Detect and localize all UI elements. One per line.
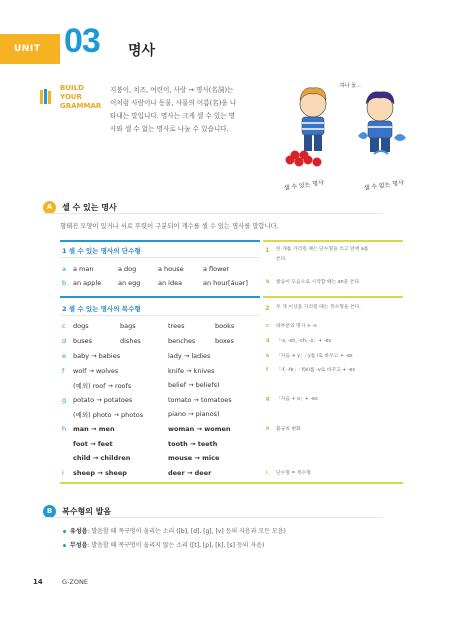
note-key: c: [266, 324, 269, 329]
cartoon-illustration: [278, 78, 418, 198]
row-letter: a: [62, 265, 66, 273]
word: (예외) roof → roofs: [73, 382, 132, 390]
note: 「자음 + o」+ -es: [276, 397, 318, 402]
word: wolf → wolves: [73, 367, 119, 375]
word: potato → potatoes: [73, 396, 133, 404]
word: a dog: [118, 265, 137, 273]
brand-name: G-ZONE: [62, 578, 88, 586]
note: 대부분의 명사 + -s: [276, 324, 317, 329]
word: child → children: [73, 454, 131, 462]
box2-note-number: 2: [265, 304, 270, 312]
note: 단수형 = 복수형: [276, 471, 311, 476]
intro-paragraph: 지붕이, 치즈, 여린이, 사랑 → 명사(名詞)는 이처럼 사람이나 동물, 사물의 이름(名)을 나 타내는 말입니다. 명사는 크게 셀 수 있는 명 사와 셀 수 없는 명사로 나눌 수 있습니다.: [110, 86, 237, 133]
unit-label: UNIT: [14, 44, 41, 54]
word: belief → beliefs): [168, 381, 220, 389]
word: deer → deer: [168, 469, 212, 477]
section-a-divider: [43, 213, 383, 214]
section-b-title: 복수형의 발음: [62, 507, 112, 516]
word: a man: [73, 265, 94, 273]
note: 「자음 + y」: y를 i로 바꾸고 + -es: [276, 354, 353, 359]
word: benches: [168, 337, 196, 345]
box2-note-head: 두 개 이상을 가리킬 때는 복수형을 쓴다.: [276, 305, 361, 310]
box2-title-divider: [60, 315, 260, 316]
box1-note-number: 1: [265, 246, 270, 254]
note-key: g: [266, 397, 270, 402]
box2-title: 2 셀 수 있는 명사의 복수형: [62, 305, 141, 313]
word: woman → women: [168, 425, 231, 433]
word: tooth → teeth: [168, 440, 218, 448]
note: 불규칙 변화: [276, 427, 301, 432]
note-key: h: [266, 427, 270, 432]
word: dogs: [73, 322, 89, 330]
row-letter: d: [62, 337, 67, 345]
section-b-divider: [43, 517, 383, 518]
note-key: b: [266, 280, 270, 285]
bullet-dot: [63, 544, 66, 547]
word: boxes: [215, 337, 234, 345]
row-letter: h: [62, 425, 67, 433]
word: man → men: [73, 425, 115, 433]
book-icon: [39, 88, 53, 106]
note-key: f: [266, 368, 269, 373]
section-b-badge: B: [43, 505, 56, 518]
word: buses: [73, 337, 93, 345]
word: piano → pianos): [168, 410, 220, 418]
word: an idea: [158, 279, 183, 287]
bullet-voiced: 유성음: 발음할 때 목구멍이 울리는 소리 ([b], [d], [g], [v] 등의 자음과 모든 모음): [70, 528, 286, 535]
box1-title: 1 셀 수 있는 명사의 단수형: [62, 247, 141, 255]
word: (예외) photo → photos: [73, 411, 144, 419]
box1-note-rule: [263, 240, 403, 242]
note-key: d: [266, 339, 270, 344]
word: an hour[áuər]: [203, 279, 248, 287]
box1-title-divider: [60, 257, 260, 258]
box2-bottom-rule: [60, 482, 403, 484]
note: 한 개를 가리킬 때는 단수형을 쓰고 앞에 a를: [276, 247, 369, 252]
note: 발음이 모음으로 시작할 때는 an을 쓴다.: [276, 280, 361, 285]
note-key: i: [266, 471, 268, 476]
page-number: 14: [33, 578, 43, 586]
row-letter: e: [62, 352, 66, 360]
bullet-dot: [63, 530, 66, 533]
row-letter: f: [62, 367, 65, 375]
box2-note-rule: [263, 296, 403, 298]
unit-title: 명사: [128, 43, 156, 59]
box1-rule: [60, 240, 260, 242]
unit-number: 03: [64, 22, 100, 60]
row-letter: g: [62, 396, 67, 404]
word: dishes: [120, 337, 141, 345]
word: lady → ladies: [168, 352, 211, 360]
word: a flower: [203, 265, 230, 273]
word: mouse → mice: [168, 454, 220, 462]
section-a-description: 형태진 모양이 있거나 서로 뚜렷이 구분되어 개수를 셀 수 있는 명사를 말합니다.: [60, 223, 279, 230]
svg-text:하나 둘...: 하나 둘...: [340, 83, 361, 89]
word: bags: [120, 322, 136, 330]
word: trees: [168, 322, 185, 330]
svg-text:셀 수 없는 명사: 셀 수 없는 명사: [363, 179, 405, 192]
row-letter: b: [62, 279, 67, 287]
note-key: e: [266, 354, 270, 359]
word: tomato → tomatoes: [168, 396, 232, 404]
svg-text:셀 수 있는 명사: 셀 수 있는 명사: [283, 179, 325, 192]
row-letter: i: [62, 469, 64, 477]
note: 쓴다.: [276, 257, 287, 262]
note: 「-f, -fe」: f(e)를 -v로 바꾸고 + -es: [276, 368, 355, 373]
word: foot → feet: [73, 440, 113, 448]
word: a house: [158, 265, 184, 273]
word: an apple: [73, 279, 102, 287]
box2-rule: [60, 296, 260, 298]
build-your-grammar: BUILD YOUR GRAMMAR: [60, 84, 102, 110]
row-letter: c: [62, 322, 66, 330]
word: an egg: [118, 279, 141, 287]
bullet-voiceless: 무성음: 발음할 때 목구멍이 울리지 않는 소리 ([t], [p], [k], [s] 등의 자음): [70, 542, 265, 549]
section-a-title: 셀 수 있는 명사: [62, 203, 117, 212]
word: baby → babies: [73, 352, 121, 360]
section-a-badge: A: [43, 201, 56, 214]
word: books: [215, 322, 235, 330]
word: knife → knives: [168, 367, 215, 375]
word: sheep → sheep: [73, 469, 127, 477]
note: 「-s, -sh, -ch, -x」+ -es: [276, 339, 331, 344]
